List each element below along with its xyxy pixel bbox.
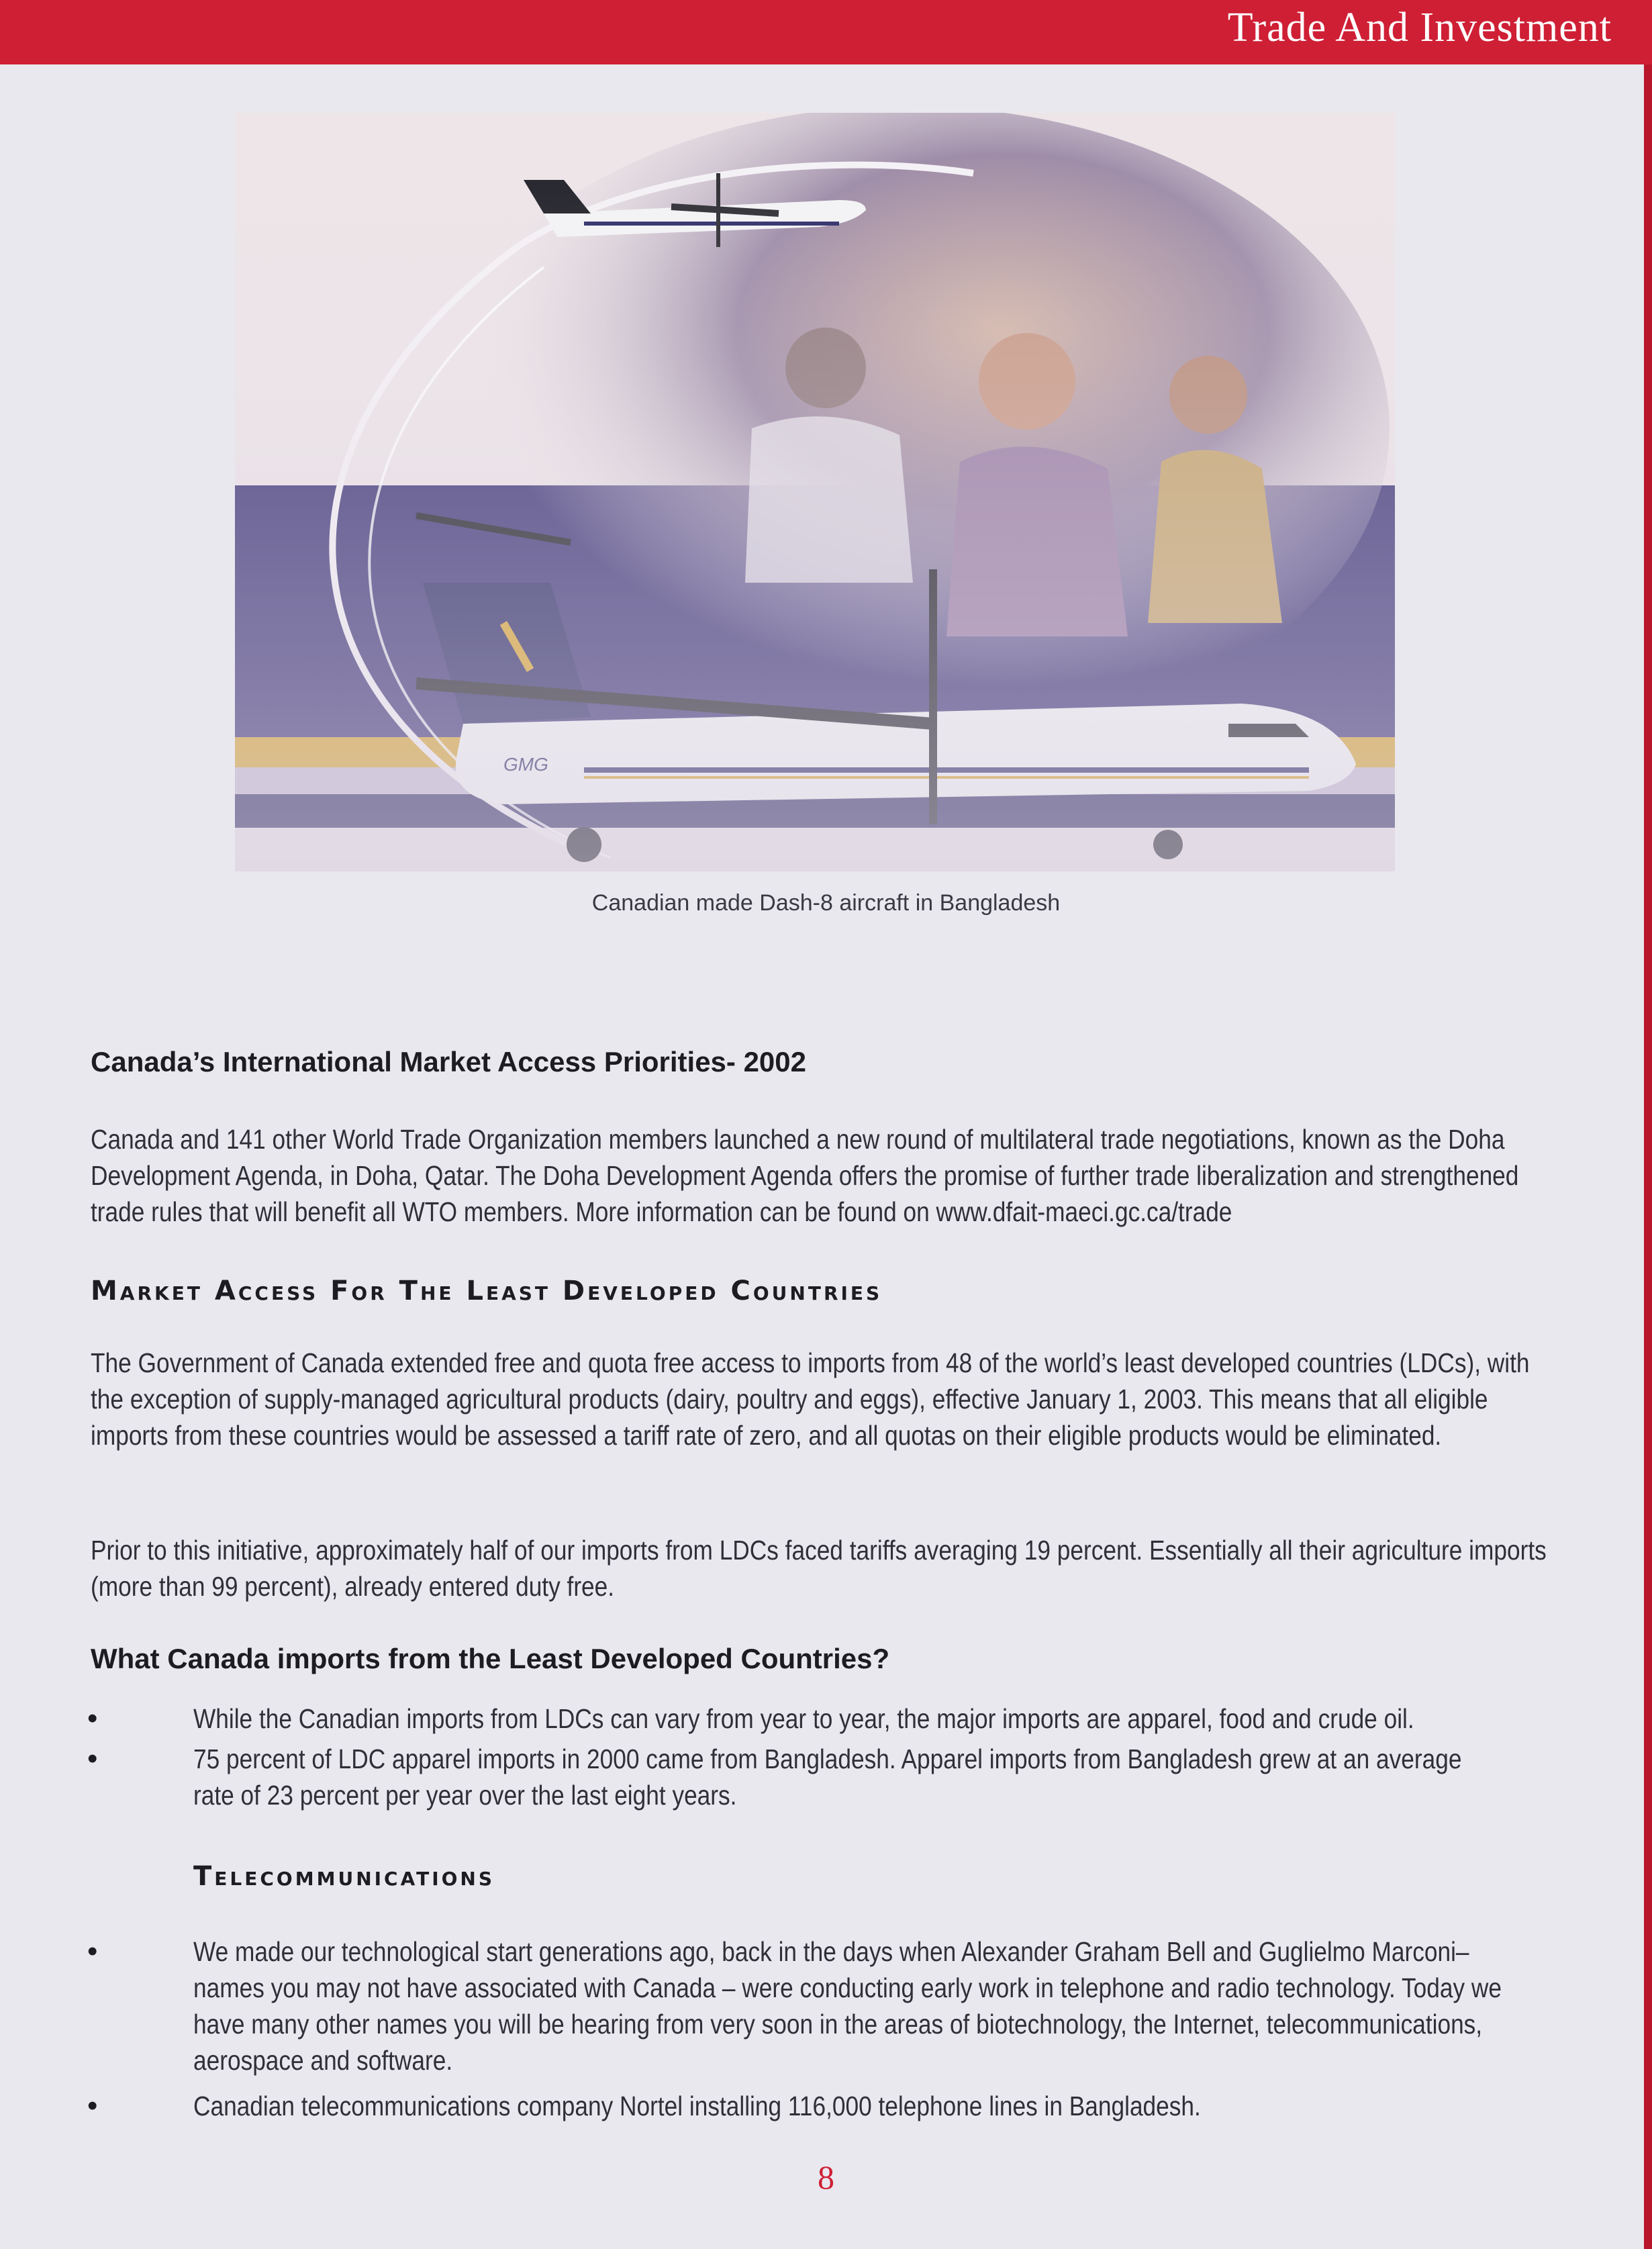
header-bar [0, 0, 1652, 64]
ldc-access-paragraph-2: Prior to this initiative, approximately half of our imports from LDCs faced tariffs averaging 19 percent. Essentially all their agriculture imports (more than 99 percent), already entered duty free. [91, 1535, 1547, 1602]
photo-caption: Canadian made Dash-8 aircraft in Bangladesh [591, 890, 1061, 916]
bullet-icon: • [87, 2089, 98, 2122]
header-title: Trade And Investment [1227, 5, 1612, 50]
bullet-icon: • [87, 1702, 98, 1735]
ldc-access-heading: Market Access For The Least Developed Countries [91, 1276, 883, 1306]
page-number: 8 [818, 2158, 834, 2196]
bullet-icon: • [87, 1935, 98, 1968]
page-edge-stripe [1644, 64, 1652, 2249]
ldc-access-paragraph-1: The Government of Canada extended free and quota free access to imports from 48 of the world’s least developed countries (LDCs), with the exception of supply-managed agricultural products (dairy, poultry and eggs), effective January 1, 2003. This means that all eligible imports from these countries would be assessed a tariff rate of zero, and all quotas on their eligible products would be eliminated. [91, 1347, 1530, 1451]
priorities-paragraph: Canada and 141 other World Trade Organization members launched a new round of multilateral trade negotiations, known as the Doha Development Agenda, in Doha, Qatar. The Doha Development Agenda offers the promise of further trade liberalization and strengthened trade rules that will benefit all WTO members. More information can be found on www.dfait-maeci.gc.ca/trade [91, 1124, 1519, 1227]
bullet-icon: • [87, 1742, 98, 1775]
priorities-heading: Canada’s International Market Access Priorities- 2002 [91, 1046, 806, 1078]
dash8-aircraft-photo [235, 113, 1395, 871]
telecom-heading: Telecommunications [193, 1861, 495, 1892]
imports-heading: What Canada imports from the Least Developed Countries? [91, 1643, 890, 1674]
